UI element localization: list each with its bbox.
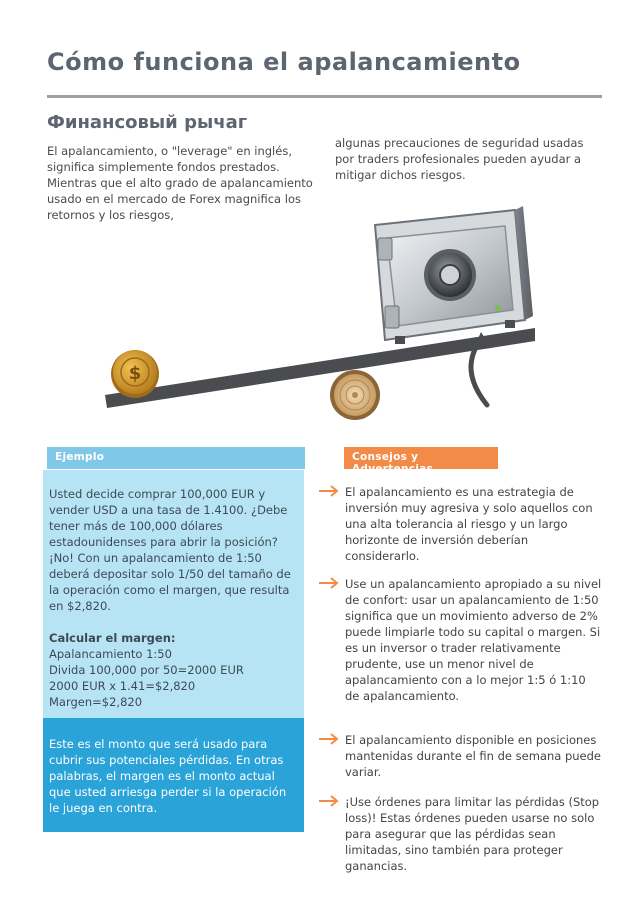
tip-text: Use un apalancamiento apropiado a su nivel de confort: usar un apalancamiento de 1:50 significa que un movimiento adverso de 2% puede limpiarle todo su capital o margen. Si es un inversor o trader relativamente prudente, use un menor nivel de apalancamiento con a lo mejor 1:5 ó 1:10 de apalancamiento.	[345, 577, 602, 703]
example-label: Ejemplo	[47, 447, 305, 469]
tip-item	[318, 794, 603, 874]
coin-symbol: $	[128, 363, 142, 384]
arrow-right-icon	[318, 795, 340, 807]
calc-title: Calcular el margen:	[49, 631, 176, 645]
fulcrum-log	[330, 370, 380, 420]
safe-icon	[375, 206, 533, 344]
intro-column-1: El apalancamiento, o "leverage" en inglés, significa simplemente fondos prestados. Mientras que el alto grado de apalancamiento usado en el mercado de Forex magnifica los retornos y los riesgos,	[47, 144, 313, 222]
calc-line: Apalancamiento 1:50	[49, 647, 172, 661]
calc-line: Divida 100,000 por 50=2000 EUR	[49, 663, 244, 677]
page-subtitle: Финансовый рычаг	[47, 112, 248, 133]
page-title: Cómo funciona el apalancamiento	[47, 48, 521, 76]
example-box	[43, 470, 304, 718]
tip-text: El apalancamiento disponible en posiciones mantenidas durante el fin de semana puede variar.	[345, 733, 601, 779]
dollar-coin-icon	[111, 350, 159, 398]
calc-line: Margen=$2,820	[49, 695, 143, 709]
calc-line: 2000 EUR x 1.41=$2,820	[49, 679, 196, 693]
arrow-right-icon	[318, 733, 340, 745]
tip-item	[318, 484, 603, 564]
leverage-illustration	[95, 200, 545, 425]
title-divider	[47, 95, 602, 98]
example-note: Este es el monto que será usado para cubrir sus potenciales pérdidas. En otras palabras, el margen es el monto actual que usted arriesga perder si la operación le juega en contra.	[49, 737, 287, 815]
example-note-box	[43, 718, 304, 832]
tip-item	[318, 576, 603, 704]
tip-text: El apalancamiento es una estrategia de inversión muy agresiva y solo aquellos con una alta tolerancia al riesgo y un largo horizonte de inversión deberían considerarlo.	[345, 485, 593, 563]
tips-label: Consejos y Advertencias	[344, 447, 498, 469]
tip-text: ¡Use órdenes para limitar las pérdidas (Stop loss)! Estas órdenes pueden usarse no solo para asegurar que las pérdidas sean limitadas, sino también para proteger ganancias.	[345, 795, 600, 873]
tip-item	[318, 732, 603, 780]
arrow-right-icon	[318, 485, 340, 497]
arrow-right-icon	[318, 577, 340, 589]
example-body: Usted decide comprar 100,000 EUR y vender USD a una tasa de 1.4100. ¿Debe tener más de 100,000 dólares estadounidenses para abrir la posición? ¡No! Con un apalancamiento de 1:50 deberá depositar solo 1/50 del tamaño de la operación como el margen, que resulta en $2,820.	[49, 487, 291, 613]
intro-column-2: algunas precauciones de seguridad usadas por traders profesionales pueden ayudar a mitigar dichos riesgos.	[335, 136, 584, 182]
